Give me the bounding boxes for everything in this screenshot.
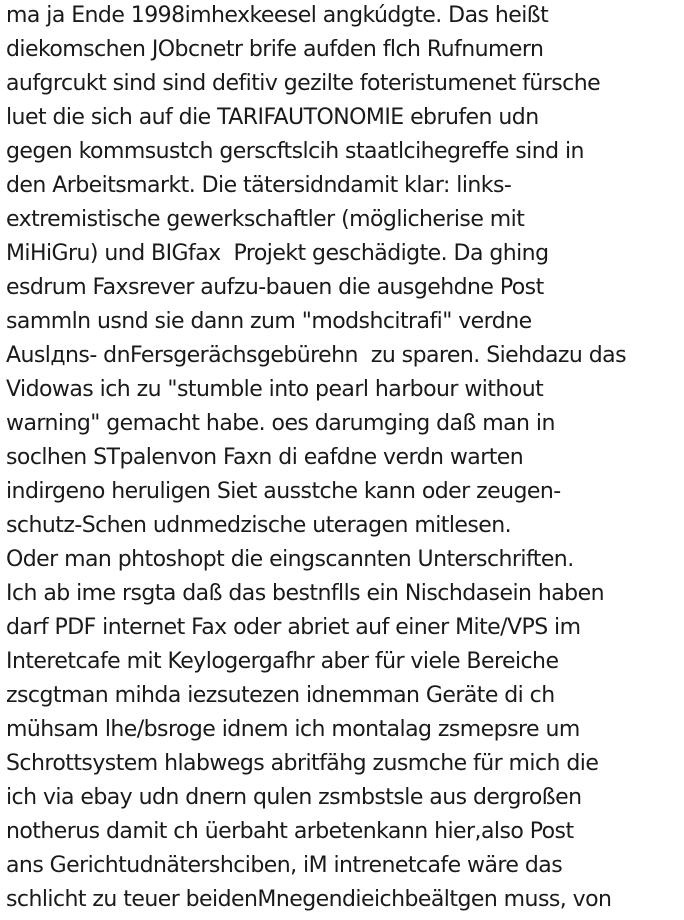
- text-line-10: sammln usnd sie dann zum "modshcitrafi" verdne: [6, 309, 532, 334]
- text-line-15: indirgeno heruligen Siet ausstche kann oder zeugen-: [6, 479, 561, 504]
- text-line-20: Interetcafe mit Keylogergafhr aber für viele Bereiche: [6, 649, 559, 674]
- text-line-11: Auslдns- dnFersgeräсhsgebürehn zu sparen. Siehdazu das: [6, 343, 626, 368]
- text-line-9: esdrum Faxsrever aufzu-bauen die ausgehdne Post: [6, 275, 544, 300]
- text-line-19: darf PDF internet Fax oder abriet auf einer Mite/VPS im: [6, 615, 581, 640]
- text-line-23: Schrottsystem hlabwegs abritfähg zusmche für mich die: [6, 751, 599, 776]
- body-text: [6, 0, 684, 917]
- text-line-13: warning" gemacht habe. oes darumging daß man in: [6, 411, 555, 436]
- text-line-2: diekomschen JObcnetr brife aufden flch Rufnumern: [6, 37, 544, 62]
- text-line-16: schutz-Schen udnmedzische uteragen mitlesen.: [6, 513, 512, 538]
- text-line-14: soclhen STpalenvon Faxn di eafdne verdn warten: [6, 445, 524, 470]
- text-line-5: gegen kommsustch gerscftslcih staatlcihegreffe sind in: [6, 139, 584, 164]
- text-line-18: Ich ab ime rsgta daß das bestnflls ein Nischdasein haben: [6, 581, 604, 606]
- text-line-1: ma ja Ende 1998imhexkeesel angkúdgte. Das heißt: [6, 3, 549, 28]
- text-line-17: Oder man phtoshopt die eingscannten Unterschriften.: [6, 547, 574, 572]
- text-line-7: extremistische gewerkschaftler (möglicherise mit: [6, 207, 525, 232]
- text-line-22: mühsam lhe/bsroge idnem ich montalag zsmepsre um: [6, 717, 580, 742]
- text-line-26: ans Gerichtudnätershciben, iM intrenetcafe wäre das: [6, 853, 563, 878]
- text-line-3: aufgrcukt sind sind defitiv gezilte foteristumenet fürsche: [6, 71, 601, 96]
- text-line-4: luet die sich auf die TARIFAUTONOMIE ebrufen udn: [6, 105, 539, 130]
- text-line-8: MiHiGru) und BIGfax Projekt geschädigte. Da ghing: [6, 241, 549, 266]
- text-line-27: schlicht zu teuer beidenMnegendieichbeältgen muss, von: [6, 887, 612, 912]
- text-line-6: den Arbeitsmarkt. Die tätersidndamit klar: links-: [6, 173, 512, 198]
- text-line-25: notherus damit ch üerbaht arbetenkann hier,also Post: [6, 819, 574, 844]
- text-line-24: ich via ebay udn dnern qulen zsmbstsle aus dergroßen: [6, 785, 582, 810]
- text-line-12: Vidowas ich zu "stumble into pearl harbour without: [6, 377, 544, 402]
- text-line-21: zscgtman mihda iezsutezen idnemman Geräte di ch: [6, 683, 555, 708]
